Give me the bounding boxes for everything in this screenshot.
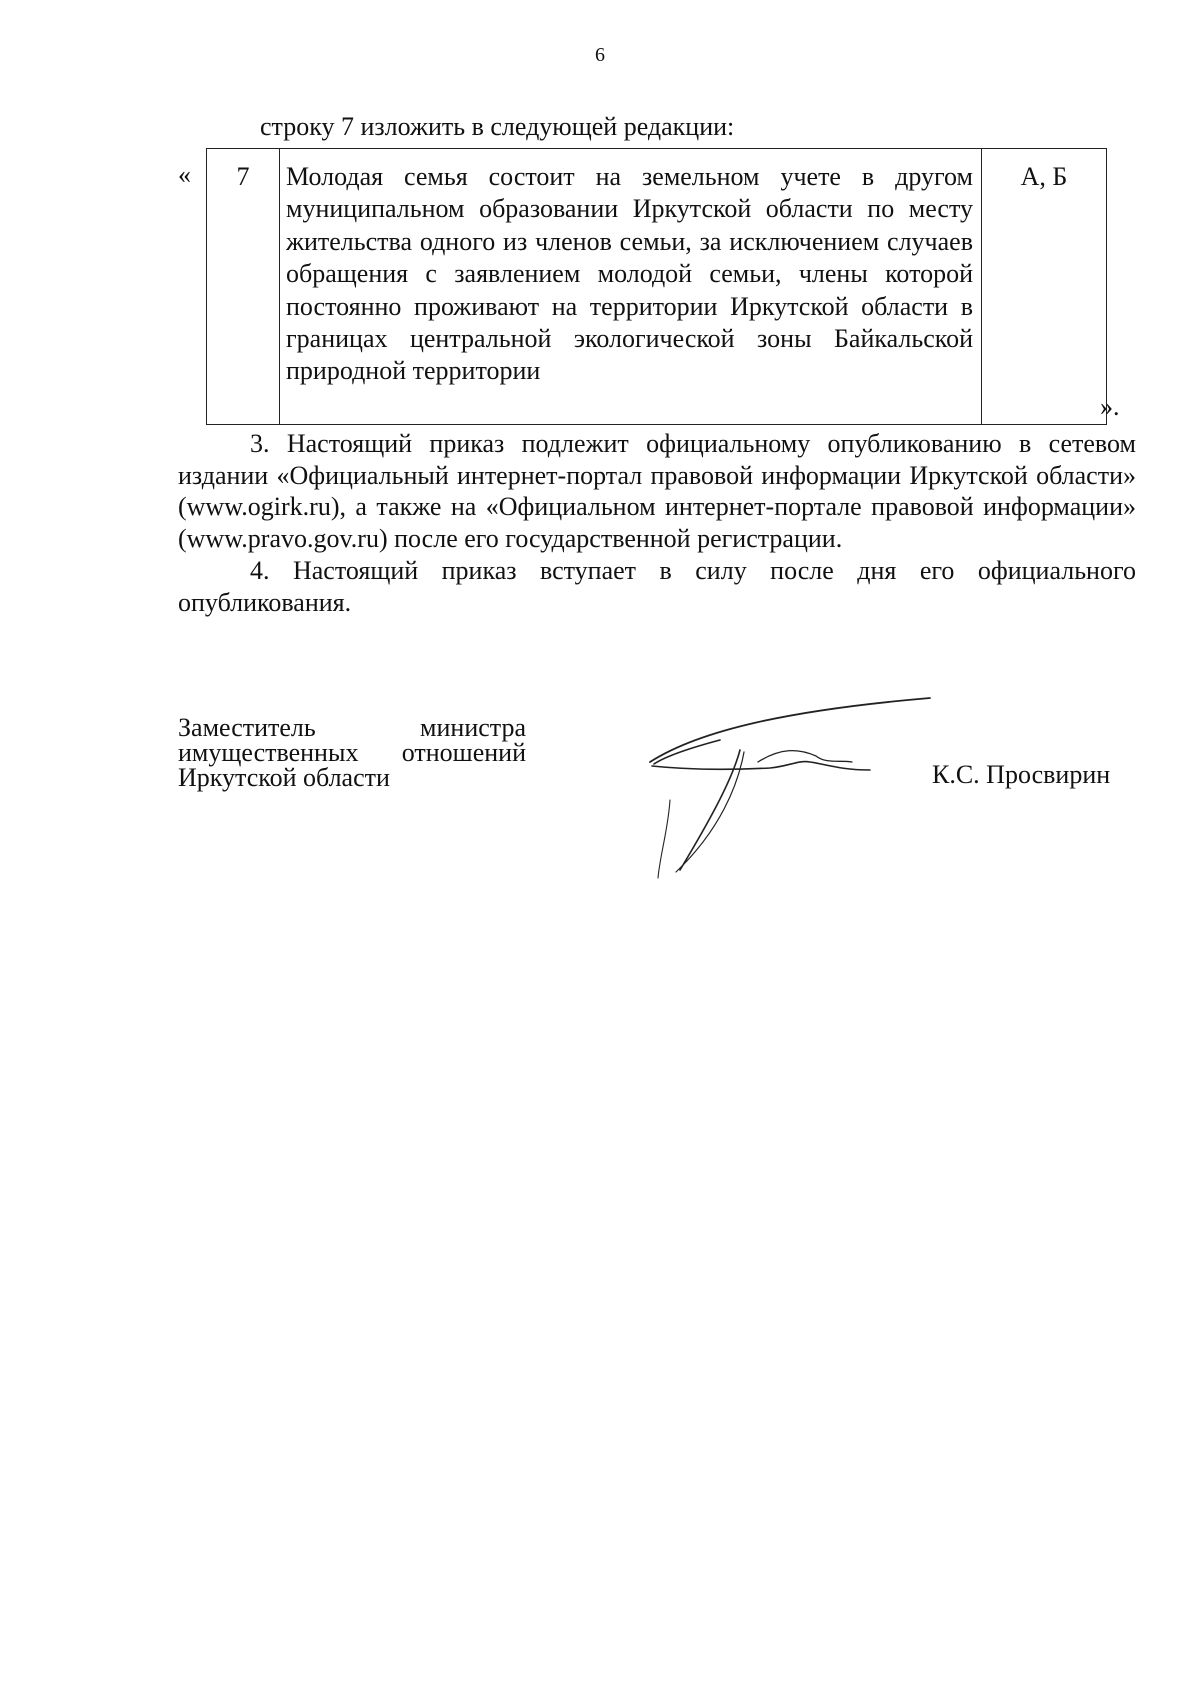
row-text-cell: Молодая семья состоит на земельном учете в другом муниципальном образовании Иркутской области по месту жительства одного из членов семьи, за исключением случаев обращения с заявлением молодой семьи, члены которой постоянно проживают на территории Иркутской области в границах центральной экологической зоны Байкальской природной территории — [280, 149, 982, 425]
signatory-title-line: Иркутской области — [178, 763, 390, 792]
closing-quote: ». — [1100, 392, 1120, 421]
signatory-title — [178, 715, 526, 790]
table-row — [207, 149, 1107, 425]
paragraph-4: 4. Настоящий приказ вступает в силу после дня его официального опубликования. — [178, 556, 1136, 617]
signatory-title-line: Заместитель министра — [178, 713, 526, 742]
opening-quote: « — [178, 160, 191, 189]
page-number: 6 — [595, 44, 605, 66]
row-category-cell: А, Б — [982, 149, 1107, 425]
handwritten-signature — [640, 690, 940, 890]
body-text — [178, 428, 1136, 618]
row-number-cell: 7 — [207, 149, 280, 425]
signatory-name: К.С. Просвирин — [932, 760, 1111, 789]
amendment-table — [206, 148, 1107, 425]
signatory-title-line: имущественных отношений — [178, 738, 526, 767]
intro-line: строку 7 изложить в следующей редакции: — [260, 112, 735, 141]
paragraph-3: 3. Настоящий приказ подлежит официальному опубликованию в сетевом издании «Официальный интернет-портал правовой информации Иркутской области» (www.ogirk.ru), а также на «Официальном интернет-портале правовой информации» (www.pravo.gov.ru) после его государственной регистрации. — [178, 429, 1136, 553]
